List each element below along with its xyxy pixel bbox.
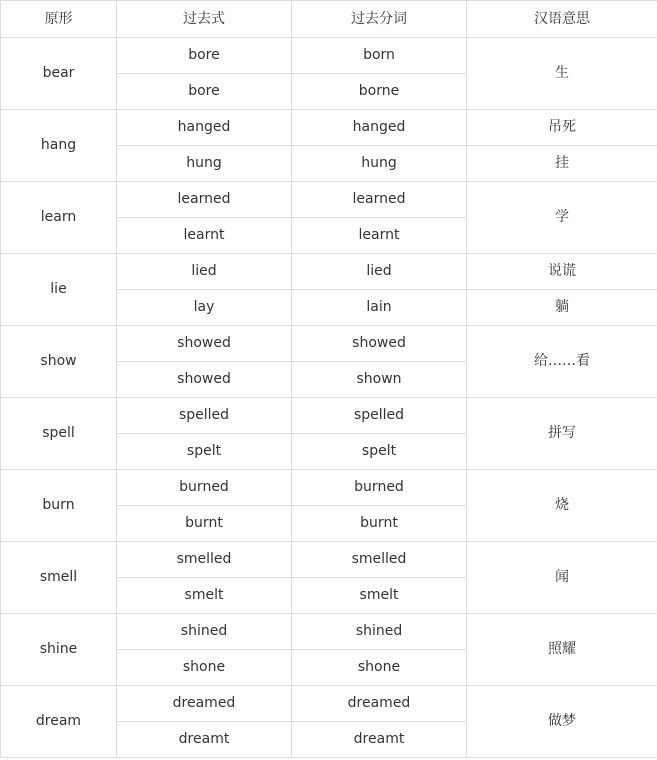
table-row [1, 470, 657, 506]
header-base-form: 原形 [1, 1, 117, 38]
past-participle-cell: smelled [292, 542, 467, 578]
header-past-tense: 过去式 [117, 1, 292, 38]
past-tense-cell: hanged [117, 110, 292, 146]
table-row [1, 254, 657, 290]
header-row [1, 1, 657, 38]
past-participle-cell: spelled [292, 398, 467, 434]
past-tense-cell: burned [117, 470, 292, 506]
past-tense-cell: dreamed [117, 686, 292, 722]
header-chinese-meaning: 汉语意思 [467, 1, 657, 38]
past-tense-cell: burnt [117, 506, 292, 542]
base-form-cell: shine [1, 614, 117, 686]
past-tense-cell: spelled [117, 398, 292, 434]
base-form-cell: show [1, 326, 117, 398]
table-row [1, 182, 657, 218]
base-form-cell: burn [1, 470, 117, 542]
header-past-participle: 过去分词 [292, 1, 467, 38]
table-row [1, 686, 657, 722]
past-participle-cell: learned [292, 182, 467, 218]
table-row [1, 542, 657, 578]
past-tense-cell: dreamt [117, 722, 292, 758]
meaning-cell: 学 [467, 182, 657, 254]
past-participle-cell: shone [292, 650, 467, 686]
meaning-cell: 吊死 [467, 110, 657, 146]
meaning-cell: 做梦 [467, 686, 657, 758]
meaning-cell: 拼写 [467, 398, 657, 470]
table-row [1, 110, 657, 146]
past-participle-cell: burned [292, 470, 467, 506]
past-participle-cell: learnt [292, 218, 467, 254]
meaning-cell: 说谎 [467, 254, 657, 290]
past-participle-cell: dreamed [292, 686, 467, 722]
past-tense-cell: hung [117, 146, 292, 182]
past-participle-cell: smelt [292, 578, 467, 614]
meaning-cell: 躺 [467, 290, 657, 326]
past-participle-cell: dreamt [292, 722, 467, 758]
base-form-cell: lie [1, 254, 117, 326]
past-tense-cell: bore [117, 38, 292, 74]
past-participle-cell: lied [292, 254, 467, 290]
past-tense-cell: spelt [117, 434, 292, 470]
base-form-cell: dream [1, 686, 117, 758]
past-tense-cell: learned [117, 182, 292, 218]
meaning-cell: 照耀 [467, 614, 657, 686]
past-participle-cell: burnt [292, 506, 467, 542]
meaning-cell: 烧 [467, 470, 657, 542]
base-form-cell: bear [1, 38, 117, 110]
past-tense-cell: lied [117, 254, 292, 290]
meaning-cell: 闻 [467, 542, 657, 614]
past-tense-cell: learnt [117, 218, 292, 254]
past-participle-cell: shined [292, 614, 467, 650]
base-form-cell: smell [1, 542, 117, 614]
past-participle-cell: born [292, 38, 467, 74]
past-participle-cell: shown [292, 362, 467, 398]
table-body [1, 38, 657, 758]
base-form-cell: spell [1, 398, 117, 470]
past-tense-cell: bore [117, 74, 292, 110]
table-row [1, 614, 657, 650]
past-participle-cell: spelt [292, 434, 467, 470]
past-participle-cell: hung [292, 146, 467, 182]
base-form-cell: hang [1, 110, 117, 182]
past-tense-cell: showed [117, 362, 292, 398]
table-row [1, 326, 657, 362]
past-tense-cell: shone [117, 650, 292, 686]
base-form-cell: learn [1, 182, 117, 254]
past-participle-cell: hanged [292, 110, 467, 146]
past-tense-cell: smelled [117, 542, 292, 578]
past-tense-cell: smelt [117, 578, 292, 614]
meaning-cell: 生 [467, 38, 657, 110]
past-participle-cell: showed [292, 326, 467, 362]
past-participle-cell: borne [292, 74, 467, 110]
past-participle-cell: lain [292, 290, 467, 326]
past-tense-cell: shined [117, 614, 292, 650]
meaning-cell: 给……看 [467, 326, 657, 398]
past-tense-cell: showed [117, 326, 292, 362]
table-row [1, 38, 657, 74]
meaning-cell: 挂 [467, 146, 657, 182]
past-tense-cell: lay [117, 290, 292, 326]
table-row [1, 398, 657, 434]
